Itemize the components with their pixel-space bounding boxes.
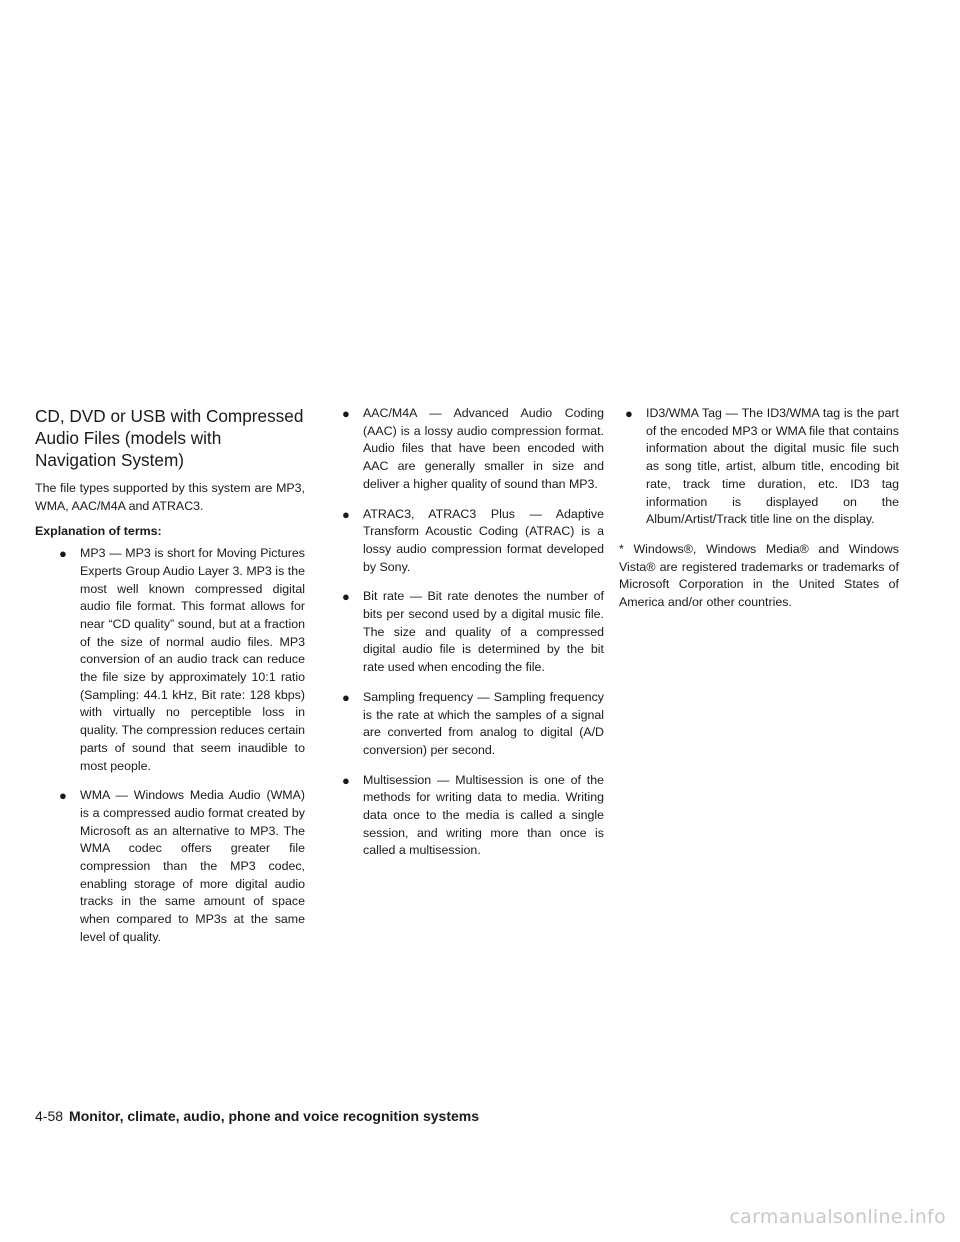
- term-atrac: [336, 506, 604, 577]
- column-3: [619, 405, 899, 620]
- term-text: Bit rate — Bit rate denotes the number of bits per second used by a digital music file. The size and quality of a compressed digital audio file is determined by the bit rate used when encoding the file.: [363, 589, 604, 675]
- term-text: ID3/WMA Tag — The ID3/WMA tag is the part of the encoded MP3 or WMA file that contains information about the digital music file such as song title, artist, album title, encoding bit rate, track time duration, etc. ID3 tag information is displayed on the Album/Artist/Track title line on the display.: [646, 406, 899, 527]
- term-text: Multisession — Multisession is one of the methods for writing data to media. Writing data once to the media is called a single session, and writing more than once is called a multisession.: [363, 772, 604, 858]
- bullet-icon: ●: [625, 406, 633, 421]
- bullet-icon: ●: [342, 689, 350, 705]
- bullet-icon: ●: [59, 788, 67, 804]
- chapter-title: Monitor, climate, audio, phone and voice recognition systems: [69, 1108, 479, 1124]
- bullet-icon: ●: [342, 589, 350, 605]
- terms-list-col1: [53, 545, 305, 946]
- terms-list-col3: [619, 405, 899, 529]
- page-footer: [35, 1107, 479, 1125]
- term-text: Sampling frequency — Sampling frequency is the rate at which the samples of a signal are converted from analog to digital (A/D conversion) per second.: [363, 689, 604, 757]
- term-wma: [53, 787, 305, 946]
- term-sampling-frequency: [336, 689, 604, 760]
- trademark-footnote: * Windows®, Windows Media® and Windows Vista® are registered trademarks or trademarks of Microsoft Corporation in the United States of America and/or other countries.: [619, 541, 899, 610]
- bullet-icon: ●: [342, 506, 350, 522]
- term-text: WMA — Windows Media Audio (WMA) is a compressed audio format created by Microsoft as an alternative to MP3. The WMA codec offers greater file compression than the MP3 codec, enabling storage of more digital audio tracks in the same amount of space when compared to MP3s at the same level of quality.: [80, 788, 305, 944]
- bullet-icon: ●: [342, 772, 350, 788]
- intro-paragraph: The file types supported by this system are MP3, WMA, AAC/M4A and ATRAC3.: [35, 481, 305, 513]
- page-number: 4-58: [35, 1108, 64, 1124]
- term-text: MP3 — MP3 is short for Moving Pictures Experts Group Audio Layer 3. MP3 is the most well known compressed digital audio file format. This format allows for near “CD quality” sound, but at a fraction of the size of normal audio files. MP3 conversion of an audio track can reduce the file size by approximately 10:1 ratio (Sampling: 44.1 kHz, Bit rate: 128 kbps) with virtually no perceptible loss in quality. The compression reduces certain parts of sound that seem inaudible to most people.: [80, 546, 305, 773]
- column-1: [35, 405, 305, 959]
- term-bit-rate: [336, 588, 604, 677]
- term-aac: [336, 405, 604, 494]
- term-multisession: [336, 772, 604, 861]
- terms-heading: Explanation of terms:: [35, 524, 162, 539]
- term-id3-wma-tag: [619, 405, 899, 529]
- section-title: CD, DVD or USB with Compressed Audio Files (models with Navigation System): [35, 406, 304, 470]
- term-mp3: [53, 545, 305, 775]
- term-text: ATRAC3, ATRAC3 Plus — Adaptive Transform Acoustic Coding (ATRAC) is a lossy audio compression format developed by Sony.: [363, 506, 604, 574]
- watermark: carmanualsonline.info: [729, 1206, 946, 1228]
- bullet-icon: ●: [342, 406, 350, 421]
- column-2: [336, 405, 604, 872]
- terms-list-col2: [336, 405, 604, 860]
- bullet-icon: ●: [59, 546, 67, 562]
- term-text: AAC/M4A — Advanced Audio Coding (AAC) is a lossy audio compression format. Audio files that have been encoded with AAC are generally smaller in size and deliver a higher quality of sound than MP3.: [363, 406, 604, 491]
